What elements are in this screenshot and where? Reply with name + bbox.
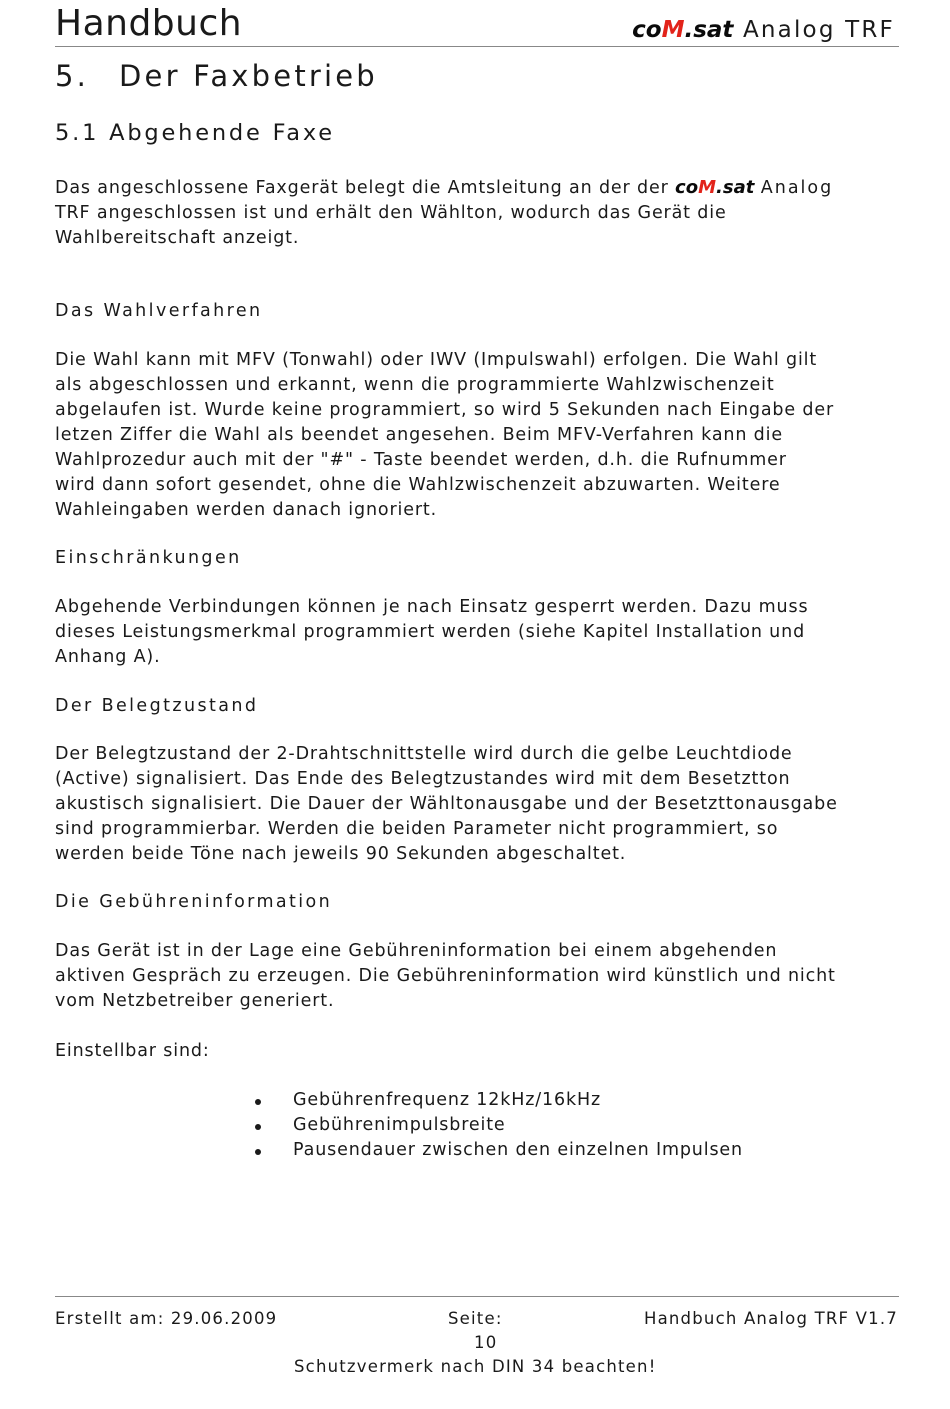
intro-paragraph	[55, 175, 905, 251]
chapter-heading	[55, 58, 378, 94]
paragraph-line: (Active) signalisiert. Das Ende des Belegtzustandes wird mit dem Besetztton	[55, 769, 791, 789]
settings-list	[255, 1088, 743, 1163]
list-item: Pausendauer zwischen den einzelnen Impulsen	[255, 1138, 743, 1163]
paragraph-line: letzen Ziffer die Wahl als beendet angesehen. Beim MFV-Verfahren kann die	[55, 425, 783, 445]
wahlverfahren-paragraph	[55, 348, 905, 523]
chapter-title: Der Faxbetrieb	[119, 59, 378, 93]
footer-page-number: 10	[474, 1333, 498, 1352]
paragraph-line: Der Belegtzustand der 2-Drahtschnittstelle wird durch die gelbe Leuchtdiode	[55, 744, 793, 764]
paragraph-line: aktiven Gespräch zu erzeugen. Die Gebühreninformation wird künstlich und nicht	[55, 966, 836, 986]
subheading-wahlverfahren: Das Wahlverfahren	[55, 301, 263, 321]
paragraph-line: als abgeschlossen und erkannt, wenn die programmierte Wahlzwischenzeit	[55, 375, 775, 395]
section-heading: 5.1 Abgehende Faxe	[55, 120, 335, 146]
footer-doc-name: Handbuch Analog TRF V1.7	[643, 1309, 898, 1328]
paragraph-line: Die Wahl kann mit MFV (Tonwahl) oder IWV (Impulswahl) erfolgen. Die Wahl gilt	[55, 350, 818, 370]
chapter-number: 5.	[55, 59, 90, 93]
paragraph-line: Abgehende Verbindungen können je nach Einsatz gesperrt werden. Dazu muss	[55, 597, 809, 617]
logo-m: M	[661, 17, 685, 43]
einschraenkungen-paragraph	[55, 595, 905, 670]
footer-page-label: Seite:	[448, 1309, 503, 1328]
paragraph-line: dieses Leistungsmerkmal programmiert werden (siehe Kapitel Installation und	[55, 622, 806, 642]
header-product-name: Analog TRF	[742, 17, 895, 43]
footer-notice: Schutzvermerk nach DIN 34 beachten!	[294, 1357, 657, 1376]
page-header	[55, 4, 899, 47]
intro-line: Wahlbereitschaft anzeigt.	[55, 228, 300, 248]
list-item: Gebührenfrequenz 12kHz/16kHz	[255, 1088, 743, 1113]
bullet-icon	[255, 1099, 261, 1105]
paragraph-line: Das Gerät ist in der Lage eine Gebühreninformation bei einem abgehenden	[55, 941, 778, 961]
paragraph-line: vom Netzbetreiber generiert.	[55, 991, 335, 1011]
subheading-gebuehreninformation: Die Gebühreninformation	[55, 892, 333, 912]
paragraph-line: Wahlprozedur auch mit der "#" - Taste beendet werden, d.h. die Rufnummer	[55, 450, 787, 470]
einstellbar-label: Einstellbar sind:	[55, 1041, 210, 1061]
paragraph-line: wird dann sofort gesendet, ohne die Wahlzwischenzeit abzuwarten. Weitere	[55, 475, 781, 495]
comsat-logo	[632, 17, 733, 43]
logo-suffix: .sat	[684, 17, 734, 43]
paragraph-line: Wahleingaben werden danach ignoriert.	[55, 500, 438, 520]
logo-prefix: co	[632, 17, 662, 43]
header-product	[632, 16, 895, 44]
intro-line: Das angeschlossene Faxgerät belegt die Amtsleitung an der der coM.sat Analog	[55, 177, 834, 198]
bullet-icon	[255, 1149, 261, 1155]
footer-created: Erstellt am: 29.06.2009	[55, 1309, 278, 1328]
bullet-icon	[255, 1124, 261, 1130]
subheading-belegtzustand: Der Belegtzustand	[55, 696, 259, 716]
paragraph-line: akustisch signalisiert. Die Dauer der Wähltonausgabe und der Besetzttonausgabe	[55, 794, 838, 814]
paragraph-line: sind programmierbar. Werden die beiden Parameter nicht programmiert, so	[55, 819, 779, 839]
paragraph-line: Anhang A).	[55, 647, 161, 667]
header-title: Handbuch	[55, 3, 243, 44]
paragraph-line: werden beide Töne nach jeweils 90 Sekunden abgeschaltet.	[55, 844, 627, 864]
comsat-logo-inline: coM.sat	[675, 177, 755, 198]
list-item: Gebührenimpulsbreite	[255, 1113, 743, 1138]
gebuehreninformation-paragraph	[55, 939, 905, 1014]
paragraph-line: abgelaufen ist. Wurde keine programmiert, so wird 5 Sekunden nach Eingabe der	[55, 400, 835, 420]
subheading-einschraenkungen: Einschränkungen	[55, 548, 242, 568]
intro-line: TRF angeschlossen ist und erhält den Wählton, wodurch das Gerät die	[55, 203, 727, 223]
belegtzustand-paragraph	[55, 742, 905, 867]
footer-divider	[55, 1296, 899, 1297]
